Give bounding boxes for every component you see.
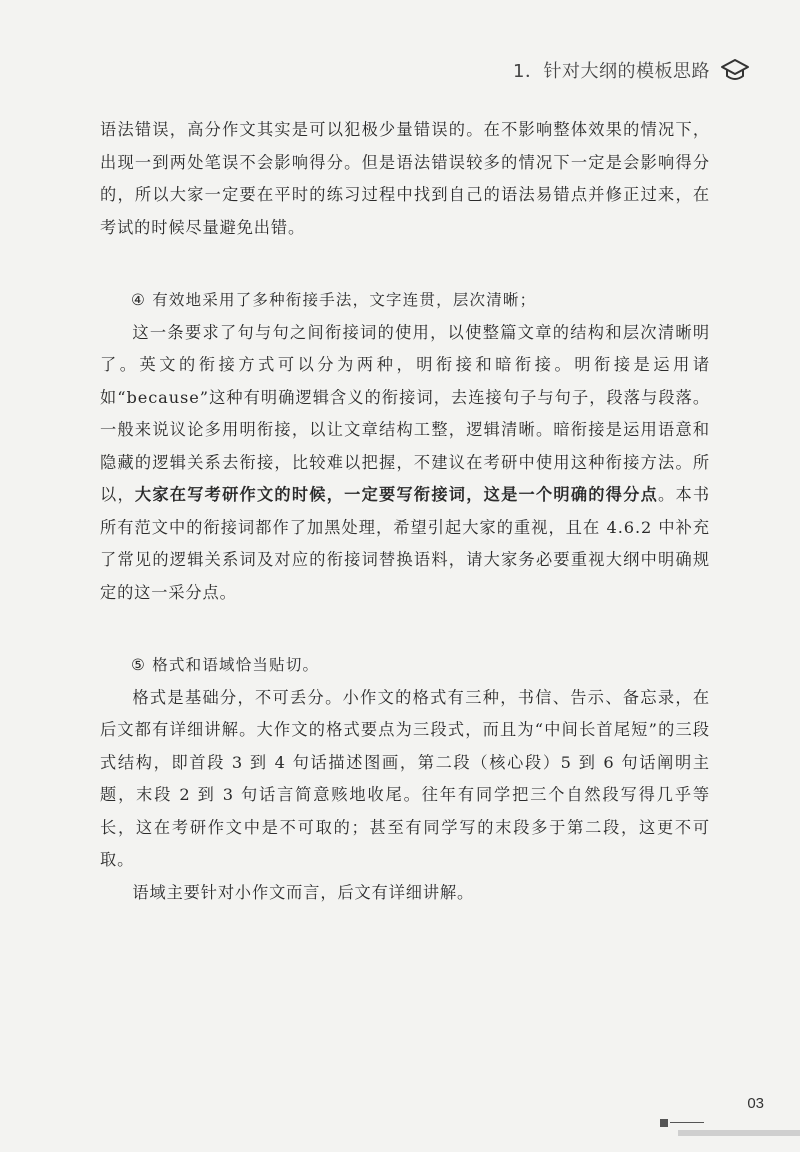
section-title: 1．针对大纲的模板思路 <box>513 61 710 82</box>
item-4-heading: ④ 有效地采用了多种衔接手法，文字连贯，层次清晰； <box>131 291 537 309</box>
running-header <box>513 52 750 88</box>
paragraph-grammar-errors: 语法错误，高分作文其实是可以犯极少量错误的。在不影响整体效果的情况下，出现一到两处笔误不会影响得分。但是语法错误较多的情况下一定是会影响得分的，所以大家一定要在平时的练习过程中找到自己的语法易错点并修正过来，在考试的时候尽量避免出错。 <box>100 120 710 237</box>
paragraph-register: 语域主要针对小作文而言，后文有详细讲解。 <box>132 882 475 902</box>
paragraph-format: 格式是基础分，不可丢分。小作文的格式有三种，书信、告示、备忘录，在后文都有详细讲解。大作文的格式要点为三段式，而且为“中间长首尾短”的三段式结构，即首段 3 到 4 句话描述图画，第二段（核心段）5 到 6 句话阐明主题，末段 2 到 3 句话言简意赅地收尾。往年有同学把三个自然段写得几乎等长，这在考研作文中是不可取的；甚至有同学写的末段多于第二段，这更不可取。 <box>100 687 710 869</box>
page-number: 03 <box>747 1095 764 1112</box>
graduation-cap-icon <box>720 57 750 83</box>
footer-band <box>678 1130 800 1136</box>
cohesion-bold-key-point: 大家在写考研作文的时候，一定要写衔接词，这是一个明确的得分点 <box>134 485 659 504</box>
paragraph-cohesion <box>100 317 710 610</box>
cohesion-text-end: 。本书所有范文中的衔接词都作了加黑处理，希望引起大家的重视，且在 4.6.2 中补充了常见的逻辑关系词及对应的衔接词替换语料，请大家务必要重视大纲中明确规定的这一采分点。 <box>100 485 711 602</box>
item-5-heading: ⑤ 格式和语域恰当贴切。 <box>131 656 320 674</box>
footer-ornament <box>660 1119 704 1127</box>
cohesion-text-start: 这一条要求了句与句之间衔接词的使用，以使整篇文章的结构和层次清晰明了。英文的衔接方式可以分为两种，明衔接和暗衔接。明衔接是运用诸如“because”这种有明确逻辑含义的衔接词，去连接句子与句子，段落与段落。一般来说议论多用明衔接，以让文章结构工整，逻辑清晰。暗衔接是运用语意和隐藏的逻辑关系去衔接，比较难以把握，不建议在考研中使用这种衔接方法。所以， <box>100 322 710 504</box>
body-text <box>100 114 710 909</box>
